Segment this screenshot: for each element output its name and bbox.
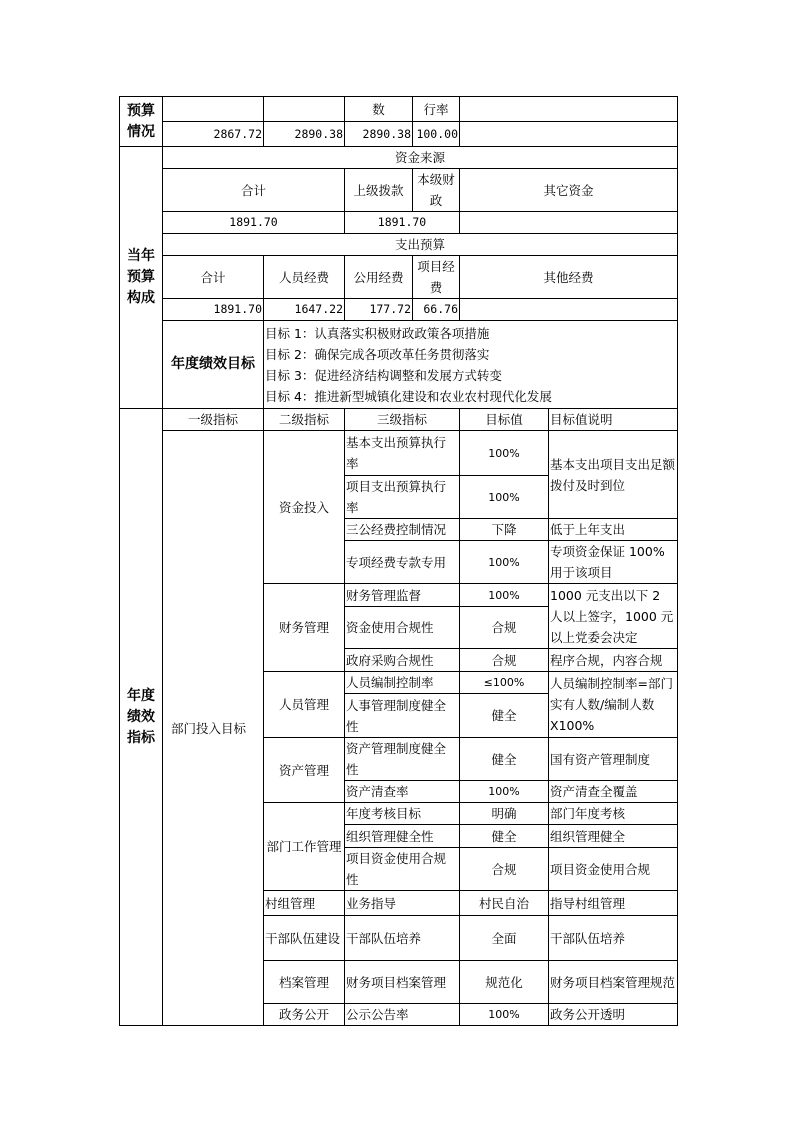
composition-label: 当年预算构成 (120, 147, 163, 409)
target-value: 全面 (460, 916, 549, 961)
spending-header: 其他经费 (460, 256, 678, 299)
target-note: 基本支出项目支出足额拨付及时到位 (549, 431, 678, 519)
target-note: 低于上年支出 (549, 519, 678, 541)
goal-item: 目标 2：确保完成各项改革任务贯彻落实 (265, 346, 490, 362)
level3-indicator: 人事管理制度健全性 (345, 694, 460, 738)
goals-list (264, 321, 678, 409)
funding-value (460, 212, 678, 234)
target-value: 下降 (460, 519, 549, 541)
level3-indicator: 人员编制控制率 (345, 672, 460, 694)
budget-header-cell: 行率 (413, 97, 460, 122)
target-note: 资产清查全覆盖 (549, 781, 678, 803)
level3-indicator: 公示公告率 (345, 1004, 460, 1026)
indicator-header: 一级指标 (163, 409, 264, 431)
goal-item: 目标 4：推进新型城镇化建设和农业农村现代化发展 (265, 388, 552, 404)
target-note: 指导村组管理 (549, 891, 678, 916)
target-value: 100% (460, 781, 549, 803)
indicators-label: 年度绩效指标 (120, 409, 163, 1026)
indicator-header: 二级指标 (264, 409, 345, 431)
target-note: 项目资金使用合规 (549, 848, 678, 891)
goal-item: 目标 1：认真落实积极财政政策各项措施 (265, 325, 490, 341)
budget-label: 预算情况 (120, 97, 163, 147)
funding-title: 资金来源 (163, 147, 678, 169)
level2-indicator: 村组管理 (264, 891, 345, 916)
funding-header: 合计 (163, 169, 345, 212)
target-note: 人员编制控制率=部门实有人数/编制人数 X100% (549, 672, 678, 738)
budget-header-cell: 数 (345, 97, 413, 122)
target-note: 干部队伍培养 (549, 916, 678, 961)
level3-indicator: 财务管理监督 (345, 584, 460, 607)
spending-value: 177.72 (345, 299, 413, 321)
performance-table (119, 96, 678, 1026)
level1-indicator: 部门投入目标 (163, 431, 264, 1026)
target-value: 合规 (460, 649, 549, 672)
budget-header-cell (163, 97, 264, 122)
funding-header: 其它资金 (460, 169, 678, 212)
spending-value: 66.76 (413, 299, 460, 321)
spending-value: 1891.70 (163, 299, 264, 321)
level3-indicator: 干部队伍培养 (345, 916, 460, 961)
target-value: 明确 (460, 803, 549, 825)
target-value: 合规 (460, 607, 549, 649)
spending-header: 项目经费 (413, 256, 460, 299)
level3-indicator: 资产清查率 (345, 781, 460, 803)
level3-indicator: 项目资金使用合规性 (345, 848, 460, 891)
target-note: 组织管理健全 (549, 825, 678, 848)
level3-indicator: 业务指导 (345, 891, 460, 916)
indicator-header: 三级指标 (345, 409, 460, 431)
funding-header: 本级财政 (413, 169, 460, 212)
budget-value: 100.00 (413, 122, 460, 147)
target-note: 国有资产管理制度 (549, 738, 678, 781)
indicator-row (120, 431, 678, 476)
funding-value: 1891.70 (345, 212, 460, 234)
spending-value (460, 299, 678, 321)
level3-indicator: 年度考核目标 (345, 803, 460, 825)
spending-value: 1647.22 (264, 299, 345, 321)
target-value: 健全 (460, 825, 549, 848)
target-value: 村民自治 (460, 891, 549, 916)
spending-title: 支出预算 (163, 234, 678, 256)
target-value: 100% (460, 541, 549, 584)
budget-header-cell (460, 97, 678, 122)
target-value: 100% (460, 584, 549, 607)
level3-indicator: 财务项目档案管理 (345, 961, 460, 1004)
target-note: 程序合规，内容合规 (549, 649, 678, 672)
funding-value: 1891.70 (163, 212, 345, 234)
level2-indicator: 人员管理 (264, 672, 345, 738)
goals-label: 年度绩效目标 (163, 321, 264, 409)
target-note: 政务公开透明 (549, 1004, 678, 1026)
target-note: 专项资金保证 100%用于该项目 (549, 541, 678, 584)
target-value: 100% (460, 1004, 549, 1026)
level3-indicator: 政府采购合规性 (345, 649, 460, 672)
target-note: 财务项目档案管理规范 (549, 961, 678, 1004)
level2-indicator: 资金投入 (264, 431, 345, 584)
level3-indicator: 基本支出预算执行率 (345, 431, 460, 476)
target-value: 合规 (460, 848, 549, 891)
level3-indicator: 项目支出预算执行率 (345, 476, 460, 519)
spending-header: 合计 (163, 256, 264, 299)
level2-indicator: 资产管理 (264, 738, 345, 803)
level3-indicator: 组织管理健全性 (345, 825, 460, 848)
spending-header: 人员经费 (264, 256, 345, 299)
level3-indicator: 资产管理制度健全性 (345, 738, 460, 781)
target-value: 100% (460, 476, 549, 519)
level3-indicator: 资金使用合规性 (345, 607, 460, 649)
spending-header: 公用经费 (345, 256, 413, 299)
goal-item: 目标 3：促进经济结构调整和发展方式转变 (265, 367, 502, 383)
target-value: 健全 (460, 738, 549, 781)
level3-indicator: 三公经费控制情况 (345, 519, 460, 541)
level2-indicator: 政务公开 (264, 1004, 345, 1026)
indicator-header: 目标值 (460, 409, 549, 431)
level2-indicator: 档案管理 (264, 961, 345, 1004)
budget-value: 2890.38 (345, 122, 413, 147)
target-value: 健全 (460, 694, 549, 738)
target-value: 规范化 (460, 961, 549, 1004)
target-note: 部门年度考核 (549, 803, 678, 825)
budget-value (460, 122, 678, 147)
level2-indicator: 干部队伍建设 (264, 916, 345, 961)
level2-indicator: 财务管理 (264, 584, 345, 672)
budget-value: 2867.72 (163, 122, 264, 147)
level3-indicator: 专项经费专款专用 (345, 541, 460, 584)
target-value: 100% (460, 431, 549, 476)
budget-value: 2890.38 (264, 122, 345, 147)
funding-header: 上级拨款 (345, 169, 413, 212)
level2-indicator: 部门工作管理 (264, 803, 345, 891)
target-value: ≤100% (460, 672, 549, 694)
budget-header-cell (264, 97, 345, 122)
indicator-header: 目标值说明 (549, 409, 678, 431)
target-note: 1000 元支出以下 2 人以上签字，1000 元以上党委会决定 (549, 584, 678, 649)
